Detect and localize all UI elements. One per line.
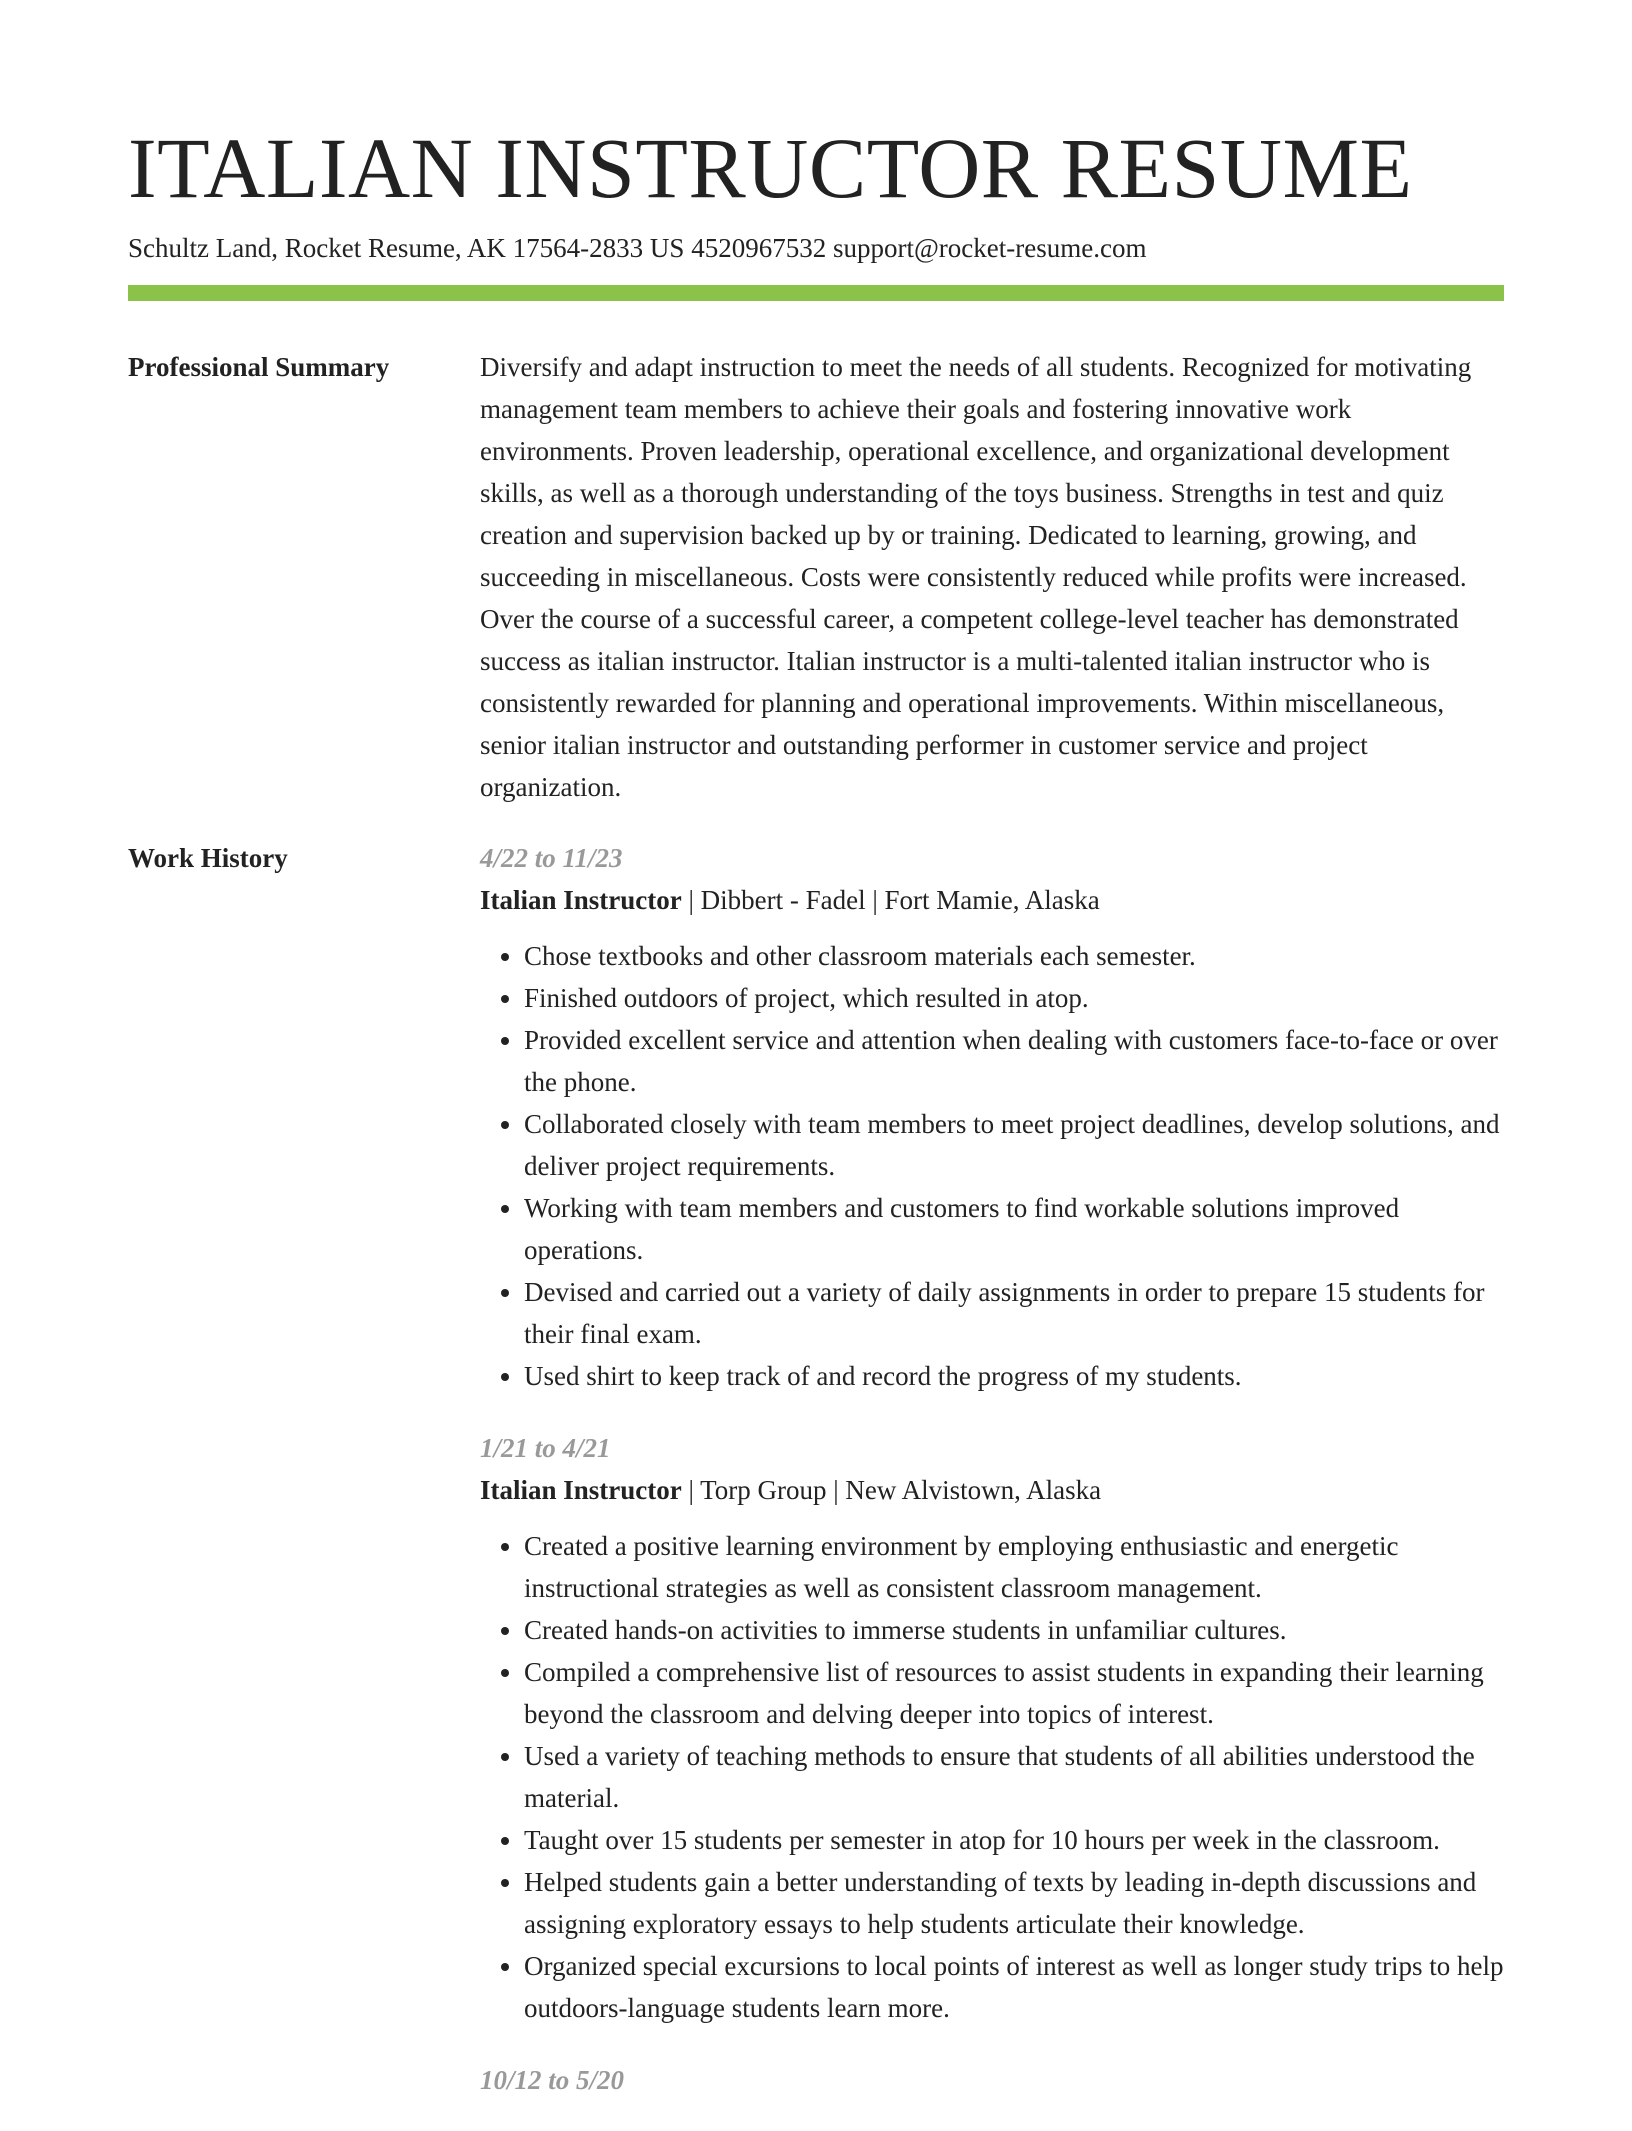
job-bullet: • Created hands-on activities to immerse students in unfamiliar cultures. xyxy=(524,1609,1504,1651)
job-bullet: • Taught over 15 students per semester in atop for 10 hours per week in the classroom. xyxy=(524,1819,1504,1861)
job-bullet: • Organized special excursions to local points of interest as well as longer study trips to help outdoors-language students learn more. xyxy=(524,1945,1504,2029)
job-heading xyxy=(480,1469,1504,1511)
summary-body xyxy=(480,346,1504,808)
job-bullets xyxy=(480,1525,1504,2029)
job-bullet: • Working with team members and customers to find workable solutions improved operations. xyxy=(524,1187,1504,1271)
job-title: Italian Instructor xyxy=(480,885,682,915)
job-entry xyxy=(480,837,1504,1397)
work-history-label: Work History xyxy=(128,843,288,873)
job-bullet: • Finished outdoors of project, which resulted in atop. xyxy=(524,977,1504,1019)
job-bullet: • Used a variety of teaching methods to ensure that students of all abilities understood the material. xyxy=(524,1735,1504,1819)
job-details: | Torp Group | New Alvistown, Alaska xyxy=(681,1475,1102,1505)
job-dates: 10/12 to 5/20 xyxy=(480,2065,625,2095)
job-dates: 4/22 to 11/23 xyxy=(480,843,623,873)
contact-info: Schultz Land, Rocket Resume, AK 17564-2833 US 4520967532 support@rocket-resume.com xyxy=(128,233,1147,263)
job-bullet: • Used shirt to keep track of and record the progress of my students. xyxy=(524,1355,1504,1397)
job-bullet: • Chose textbooks and other classroom materials each semester. xyxy=(524,935,1504,977)
job-bullet: • Helped students gain a better understanding of texts by leading in-depth discussions and assigning exploratory essays to help students articulate their knowledge. xyxy=(524,1861,1504,1945)
job-bullet: • Compiled a comprehensive list of resources to assist students in expanding their learning beyond the classroom and delving deeper into topics of interest. xyxy=(524,1651,1504,1735)
accent-divider xyxy=(128,285,1504,301)
summary-text: Diversify and adapt instruction to meet the needs of all students. Recognized for motivating management team members to achieve their goals and fostering innovative work environments. Proven leadership, operational excellence, and organizational development skills, as well as a thorough understanding of the toys business. Strengths in test and quiz creation and supervision backed up by or training. Dedicated to learning, growing, and succeeding in miscellaneous. Costs were consistently reduced while profits were increased. Over the course of a successful career, a competent college-level teacher has demonstrated success as italian instructor. Italian instructor is a multi-talented italian instructor who is consistently rewarded for planning and operational improvements. Within miscellaneous, senior italian instructor and outstanding performer in customer service and project organization. xyxy=(480,352,1472,802)
job-bullet: • Collaborated closely with team members to meet project deadlines, develop solutions, and deliver project requirements. xyxy=(524,1103,1504,1187)
job-entry xyxy=(480,2059,1504,2101)
job-bullets xyxy=(480,935,1504,1397)
summary-label: Professional Summary xyxy=(128,352,390,382)
work-history-body xyxy=(480,837,1504,2131)
job-bullet: • Provided excellent service and attention when dealing with customers face-to-face or over the phone. xyxy=(524,1019,1504,1103)
job-dates: 1/21 to 4/21 xyxy=(480,1433,611,1463)
job-entry xyxy=(480,1427,1504,2029)
job-title: Italian Instructor xyxy=(480,1475,682,1505)
resume-title: ITALIAN INSTRUCTOR RESUME xyxy=(128,120,1413,216)
job-bullet: • Created a positive learning environment by employing enthusiastic and energetic instructional strategies as well as consistent classroom management. xyxy=(524,1525,1504,1609)
job-heading xyxy=(480,879,1504,921)
job-details: | Dibbert - Fadel | Fort Mamie, Alaska xyxy=(681,885,1100,915)
job-bullet: • Devised and carried out a variety of daily assignments in order to prepare 15 students for their final exam. xyxy=(524,1271,1504,1355)
